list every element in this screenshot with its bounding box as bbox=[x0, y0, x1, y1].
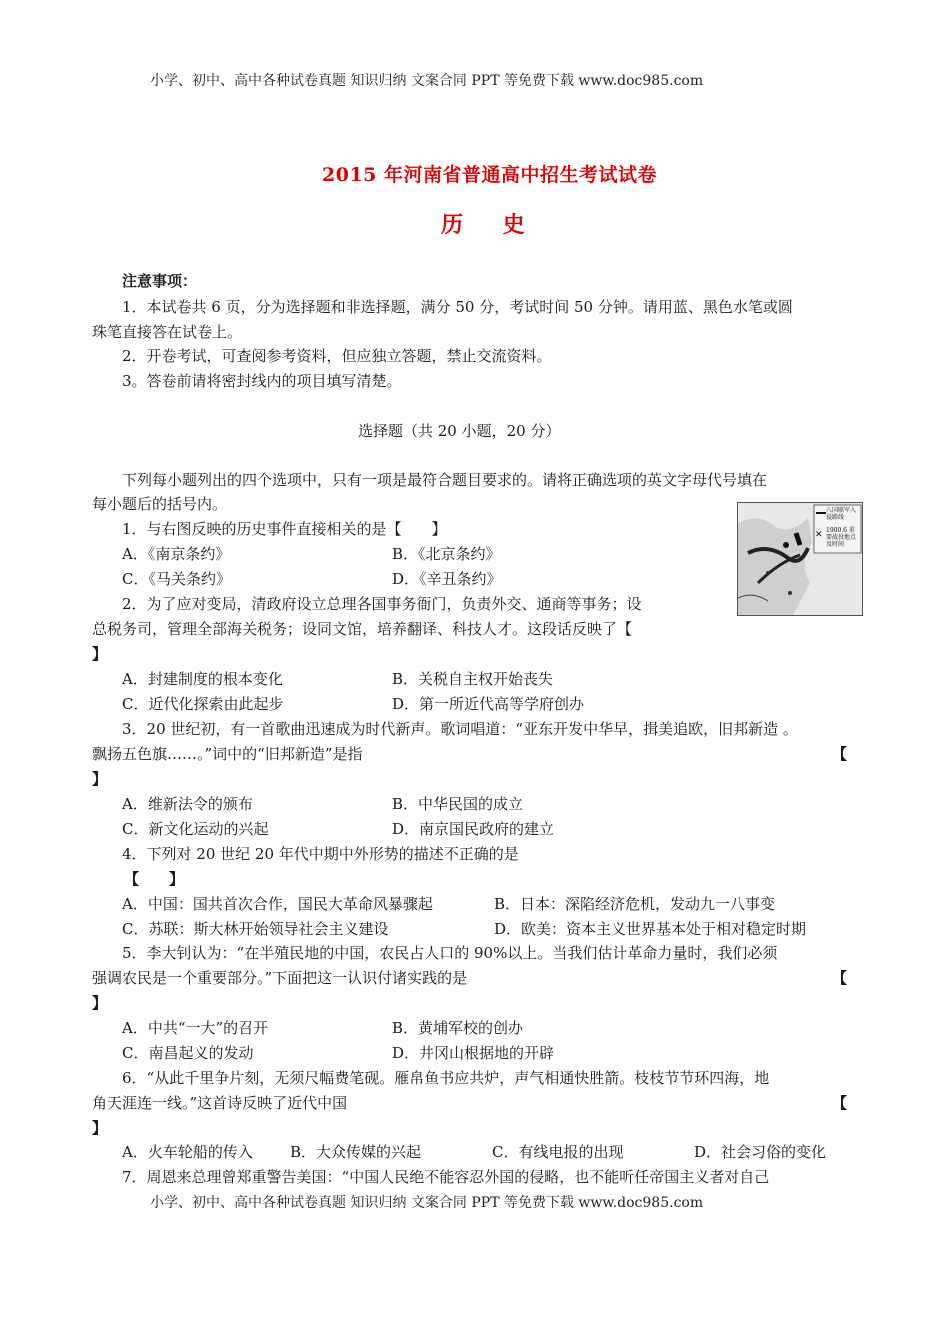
q3-stem-1: 3．20 世纪初，有一首歌曲迅速成为时代新声。歌词唱道：“亚东开发中华早，揖美追欧，旧邦新造 。 bbox=[122, 720, 798, 738]
q4-stem: 4．下列对 20 世纪 20 年代中期中外形势的描述不正确的是 bbox=[122, 845, 519, 863]
q6-stem-2: 角天涯连一线。”这首诗反映了近代中国 bbox=[92, 1094, 348, 1112]
q4-option-b: B．日本：深陷经济危机，发动九一八事变 bbox=[494, 895, 776, 913]
q3-option-c: C．新文化运动的兴起 bbox=[122, 820, 269, 838]
subject-title: 历 史 bbox=[441, 212, 541, 238]
q5-option-d: D．井冈山根据地的开辟 bbox=[392, 1044, 555, 1062]
exam-title: 2015 年河南省普通高中招生考试试卷 bbox=[322, 164, 657, 186]
instructions-line-2: 每小题后的括号内。 bbox=[92, 495, 228, 513]
notice-heading: 注意事项： bbox=[122, 272, 198, 290]
q2-option-b: B．关税自主权开始丧失 bbox=[392, 670, 554, 688]
instructions-line-1: 下列每小题列出的四个选项中，只有一项是最符合题目要求的。请将正确选项的英文字母代号填在 bbox=[122, 471, 768, 489]
notice-item-1-cont: 珠笔直接答在试卷上。 bbox=[92, 323, 243, 341]
q6-option-b: B．大众传媒的兴起 bbox=[290, 1143, 422, 1161]
q1-stem: 1．与右图反映的历史事件直接相关的是【 】 bbox=[122, 520, 447, 538]
q2-option-c: C．近代化探索由此起步 bbox=[122, 695, 284, 713]
boxer-war-map-figure bbox=[737, 502, 863, 616]
q5-stem-1: 5．李大钊认为：“在半殖民地的中国，农民占人口的 90%以上。当我们估计革命力量时，我们必须 bbox=[122, 944, 778, 962]
q4-option-d: D．欧美：资本主义世界基本处于相对稳定时期 bbox=[494, 920, 807, 938]
q1-option-b: B．《北京条约》 bbox=[392, 545, 501, 563]
q2-option-a: A．封建制度的根本变化 bbox=[122, 670, 283, 688]
q5-bracket-close: 】 bbox=[92, 994, 108, 1012]
q1-option-a: A．《南京条约》 bbox=[122, 545, 231, 563]
q3-option-a: A．维新法令的颁布 bbox=[122, 795, 253, 813]
q5-option-a: A．中共“一大”的召开 bbox=[122, 1019, 269, 1037]
q5-bracket-open: 【 bbox=[832, 969, 848, 987]
q2-stem-2: 总税务司，管理全部海关税务；设同文馆，培养翻译、科技人才。这段话反映了【 bbox=[92, 620, 633, 638]
page-footer: 小学、初中、高中各种试卷真题 知识归纳 文案合同 PPT 等免费下载 www.doc985.com bbox=[150, 1195, 704, 1211]
notice-item-1: 1．本试卷共 6 页，分为选择题和非选择题，满分 50 分，考试时间 50 分钟。请用蓝、黑色水笔或圆 bbox=[122, 298, 793, 316]
q6-option-a: A．火车轮船的传入 bbox=[122, 1143, 253, 1161]
q4-option-c: C．苏联：斯大林开始领导社会主义建设 bbox=[122, 920, 389, 938]
section-title: 选择题（共 20 小题，20 分） bbox=[358, 422, 561, 440]
q3-bracket-close: 】 bbox=[92, 770, 108, 788]
q6-bracket-close: 】 bbox=[92, 1119, 108, 1137]
q5-option-b: B．黄埔军校的创办 bbox=[392, 1019, 524, 1037]
q3-option-d: D．南京国民政府的建立 bbox=[392, 820, 555, 838]
q5-stem-2: 强调农民是一个重要部分。”下面把这一认识付诸实践的是 bbox=[92, 969, 468, 987]
notice-item-2: 2．开卷考试，可查阅参考资料，但应独立答题，禁止交流资料。 bbox=[122, 347, 552, 365]
notice-item-3: 3。答卷前请将密封线内的项目填写清楚。 bbox=[122, 372, 402, 390]
q3-stem-2: 飘扬五色旗……。”词中的“旧邦新造”是指 bbox=[92, 745, 363, 763]
q6-bracket-open: 【 bbox=[832, 1094, 848, 1112]
q3-option-b: B．中华民国的成立 bbox=[392, 795, 524, 813]
q4-option-a: A．中国：国共首次合作，国民大革命风暴骤起 bbox=[122, 895, 433, 913]
q5-option-c: C．南昌起义的发动 bbox=[122, 1044, 254, 1062]
q6-option-c: C．有线电报的出现 bbox=[492, 1143, 624, 1161]
q6-option-d: D．社会习俗的变化 bbox=[694, 1143, 827, 1161]
q3-bracket-open: 【 bbox=[832, 745, 848, 763]
q6-stem-1: 6．“从此千里争片刻，无须尺幅费笔砚。雁帛鱼书应共炉，声气相通快胜箭。枝枝节节环四海，地 bbox=[122, 1069, 770, 1087]
page-header: 小学、初中、高中各种试卷真题 知识归纳 文案合同 PPT 等免费下载 www.doc985.com bbox=[150, 73, 704, 89]
q2-option-d: D．第一所近代高等学府创办 bbox=[392, 695, 585, 713]
q4-bracket: 【 】 bbox=[124, 870, 185, 888]
q2-stem-1: 2．为了应对变局，清政府设立总理各国事务衙门，负责外交、通商等事务；设 bbox=[122, 595, 642, 613]
q2-bracket-close: 】 bbox=[92, 645, 108, 663]
map-legend-battle: 1900.6 重要战役地点及时间 bbox=[826, 527, 857, 548]
svg-text:✕: ✕ bbox=[815, 530, 823, 540]
map-legend-route: 八国联军入侵路线 bbox=[826, 507, 857, 521]
q1-option-d: D．《辛丑条约》 bbox=[392, 570, 502, 588]
q1-option-c: C．《马关条约》 bbox=[122, 570, 231, 588]
q7-stem-1: 7．周恩来总理曾郑重警告美国：“中国人民绝不能容忍外国的侵略，也不能听任帝国主义者对自己 bbox=[122, 1168, 770, 1186]
